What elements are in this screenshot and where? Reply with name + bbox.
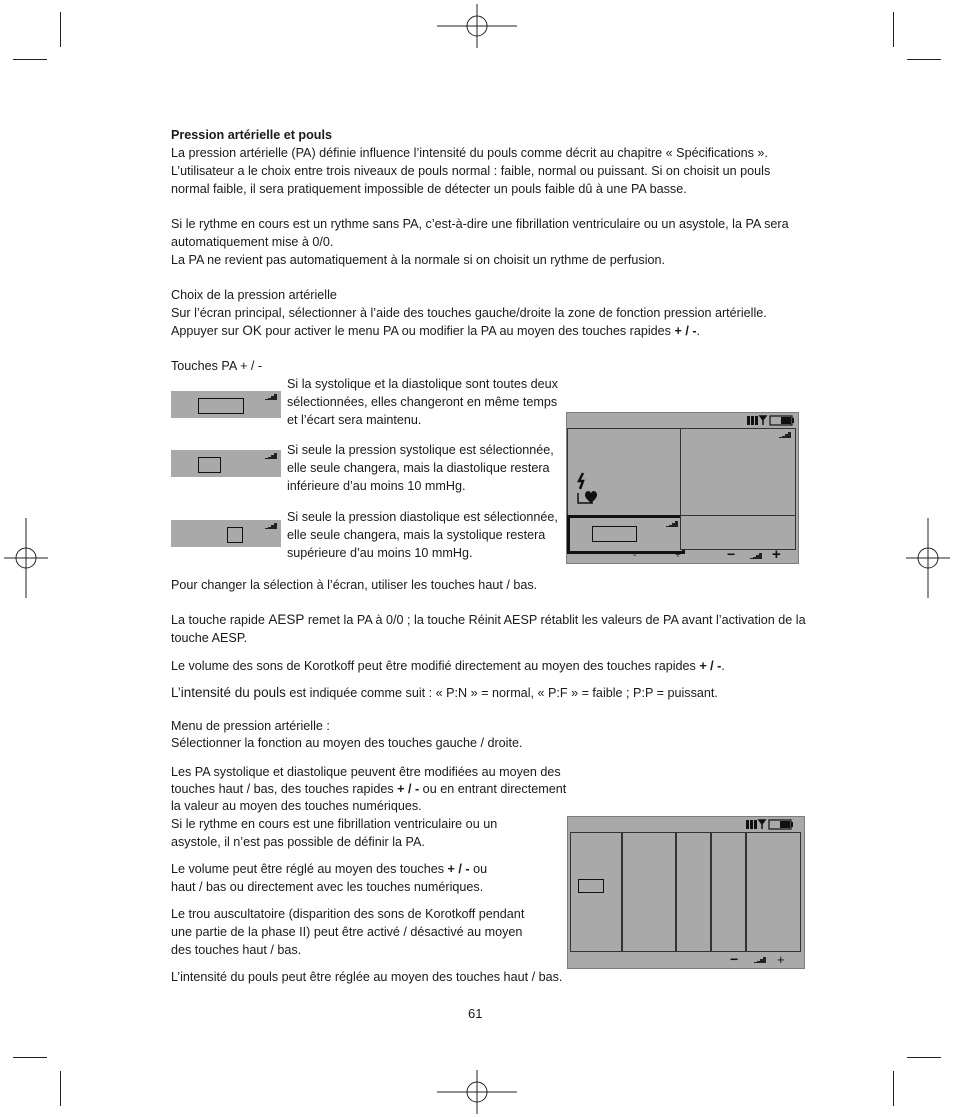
touches-text: sélectionnées, elles changeront en même temps <box>287 395 558 409</box>
menu-line: Sélectionner la fonction au moyen des touches gauche / droite. <box>171 736 523 750</box>
touches-text: elle seule changera, mais la systolique restera <box>287 528 546 542</box>
touches-text: supérieure d’au moins 10 mmHg. <box>287 546 473 560</box>
touches-text: elle seule changera, mais la diastolique restera <box>287 461 550 475</box>
signal-icon <box>265 394 277 400</box>
crop-mark <box>893 1071 894 1106</box>
touches-title: Touches PA + / - <box>171 359 263 373</box>
menu-column[interactable] <box>711 832 746 952</box>
last-line: L’intensité du pouls peut être réglée au moyen des touches haut / bas. <box>171 970 563 984</box>
menu-title: Menu de pression artérielle : <box>171 719 330 733</box>
text: est indiquée comme suit : « P:N » = normal, « P:F » = faible ; P:P = puissant. <box>285 686 718 700</box>
touches-after: Pour changer la sélection à l’écran, utiliser les touches haut / bas. <box>171 578 538 592</box>
intro-line: normal faible, il sera pratiquement impossible de détecter un pouls faible dû à une PA basse. <box>171 182 687 196</box>
menu-text <box>171 860 487 878</box>
crop-mark <box>60 1071 61 1106</box>
pressure-zone-selected[interactable] <box>567 515 685 554</box>
menu-text: Les PA systolique et diastolique peuvent être modifiées au moyen des <box>171 765 561 779</box>
menu-text: la valeur au moyen des touches numériques. <box>171 799 422 813</box>
text: La touche rapide <box>171 613 269 627</box>
pressure-value-box <box>592 526 637 542</box>
aesp-key: AESP <box>268 612 305 627</box>
selection-thumbnail-both <box>171 391 281 418</box>
registration-mark-icon <box>437 4 517 48</box>
plus-minus-keys: + / - <box>699 659 722 673</box>
intro-line: La pression artérielle (PA) définie influence l’intensité du pouls comme décrit au chapitre « Spécifications ». <box>171 146 768 160</box>
choice-title: Choix de la pression artérielle <box>171 288 337 302</box>
signal-icon <box>666 521 678 527</box>
text: . <box>721 659 725 673</box>
menu-column[interactable] <box>746 832 801 952</box>
pressure-value-box <box>578 879 604 893</box>
rhythm-line: La PA ne revient pas automatiquement à la normale si on choisit un rythme de perfusion. <box>171 253 666 267</box>
text: Appuyer sur <box>171 324 243 338</box>
minus-key-label[interactable]: − <box>727 546 736 562</box>
text: Le volume peut être réglé au moyen des touches <box>171 862 448 876</box>
menu-text: Le trou auscultatoire (disparition des sons de Korotkoff pendant <box>171 907 525 921</box>
plus-minus-keys: + / - <box>447 862 470 876</box>
selection-box <box>227 527 243 543</box>
text: . <box>696 324 701 338</box>
pressure-menu-panel <box>567 816 805 969</box>
signal-icon <box>754 957 766 963</box>
plus-key-label[interactable]: + <box>777 952 785 967</box>
registration-mark-icon <box>4 518 48 598</box>
signal-icon <box>265 453 277 459</box>
menu-text: des touches haut / bas. <box>171 943 302 957</box>
selection-box <box>198 457 221 473</box>
menu-column-pa[interactable] <box>570 832 622 952</box>
aesp-line: touche AESP. <box>171 631 248 645</box>
menu-text <box>171 780 566 798</box>
korotkoff-line <box>171 657 725 675</box>
section-heading: Pression artérielle et pouls <box>171 128 332 142</box>
page-number: 61 <box>468 1006 483 1021</box>
registration-mark-icon <box>437 1070 517 1114</box>
minus-small-label[interactable]: - <box>633 550 637 561</box>
registration-mark-icon <box>906 518 950 598</box>
plus-minus-keys: + / - <box>397 782 420 796</box>
aesp-line <box>171 611 806 629</box>
choice-line <box>171 322 700 340</box>
text: ou <box>469 862 488 876</box>
right-zone-bottom <box>680 515 796 550</box>
touches-text: Si seule la pression diastolique est sélectionnée, <box>287 510 558 524</box>
crop-mark <box>60 12 61 47</box>
text: pour activer le menu PA ou modifier la PA au moyen des touches rapides <box>261 324 675 338</box>
battery-status-icon <box>747 415 795 427</box>
text: remet la PA à 0/0 ; la touche Réinit AESP rétablit les valeurs de PA avant l’activation de la <box>304 613 806 627</box>
rhythm-line: Si le rythme en cours est un rythme sans PA, c’est-à-dire une fibrillation ventriculaire ou un asystole, la PA sera <box>171 217 789 231</box>
choice-line: Sur l’écran principal, sélectionner à l’aide des touches gauche/droite la zone de fonction pression artérielle. <box>171 306 767 320</box>
menu-text: une partie de la phase II) peut être activé / désactivé au moyen <box>171 925 523 939</box>
plus-key-label[interactable]: + <box>772 546 781 563</box>
menu-text: haut / bas ou directement avec les touches numériques. <box>171 880 484 894</box>
text: ou en entrant directement <box>419 782 567 796</box>
crop-mark <box>907 59 941 60</box>
crop-mark <box>893 12 894 47</box>
menu-column[interactable] <box>676 832 711 952</box>
defibrillation-heart-icon <box>575 471 599 507</box>
intensity-label: L’intensité du pouls <box>171 685 286 700</box>
menu-column[interactable] <box>622 832 676 952</box>
main-screen-panel <box>566 412 799 564</box>
selection-thumbnail-diastolic <box>171 520 281 547</box>
plus-small-label[interactable]: + <box>675 550 681 561</box>
ok-key: OK <box>242 323 262 338</box>
signal-icon <box>265 523 277 529</box>
crop-mark <box>13 1057 47 1058</box>
signal-icon <box>779 432 791 438</box>
rhythm-line: automatiquement mise à 0/0. <box>171 235 334 249</box>
crop-mark <box>907 1057 941 1058</box>
intensity-line <box>171 684 718 702</box>
touches-text: inférieure d’au moins 10 mmHg. <box>287 479 466 493</box>
selection-box <box>198 398 244 414</box>
menu-text: Si le rythme en cours est une fibrillation ventriculaire ou un <box>171 817 498 831</box>
text: Le volume des sons de Korotkoff peut être modifié directement au moyen des touches rapides <box>171 659 700 673</box>
touches-text: et l’écart sera maintenu. <box>287 413 422 427</box>
intro-line: L’utilisateur a le choix entre trois niveaux de pouls normal : faible, normal ou puissant. Si on choisit un pouls <box>171 164 771 178</box>
minus-key-label[interactable]: − <box>730 951 739 967</box>
crop-mark <box>13 59 47 60</box>
text: touches haut / bas, des touches rapides <box>171 782 398 796</box>
battery-status-icon <box>746 819 794 831</box>
right-zone-top <box>680 428 796 516</box>
touches-text: Si seule la pression systolique est sélectionnée, <box>287 443 554 457</box>
touches-text: Si la systolique et la diastolique sont toutes deux <box>287 377 558 391</box>
menu-text: asystole, il n’est pas possible de définir la PA. <box>171 835 425 849</box>
signal-icon <box>750 553 762 559</box>
plus-minus-keys: + / - <box>674 324 697 338</box>
selection-thumbnail-systolic <box>171 450 281 477</box>
